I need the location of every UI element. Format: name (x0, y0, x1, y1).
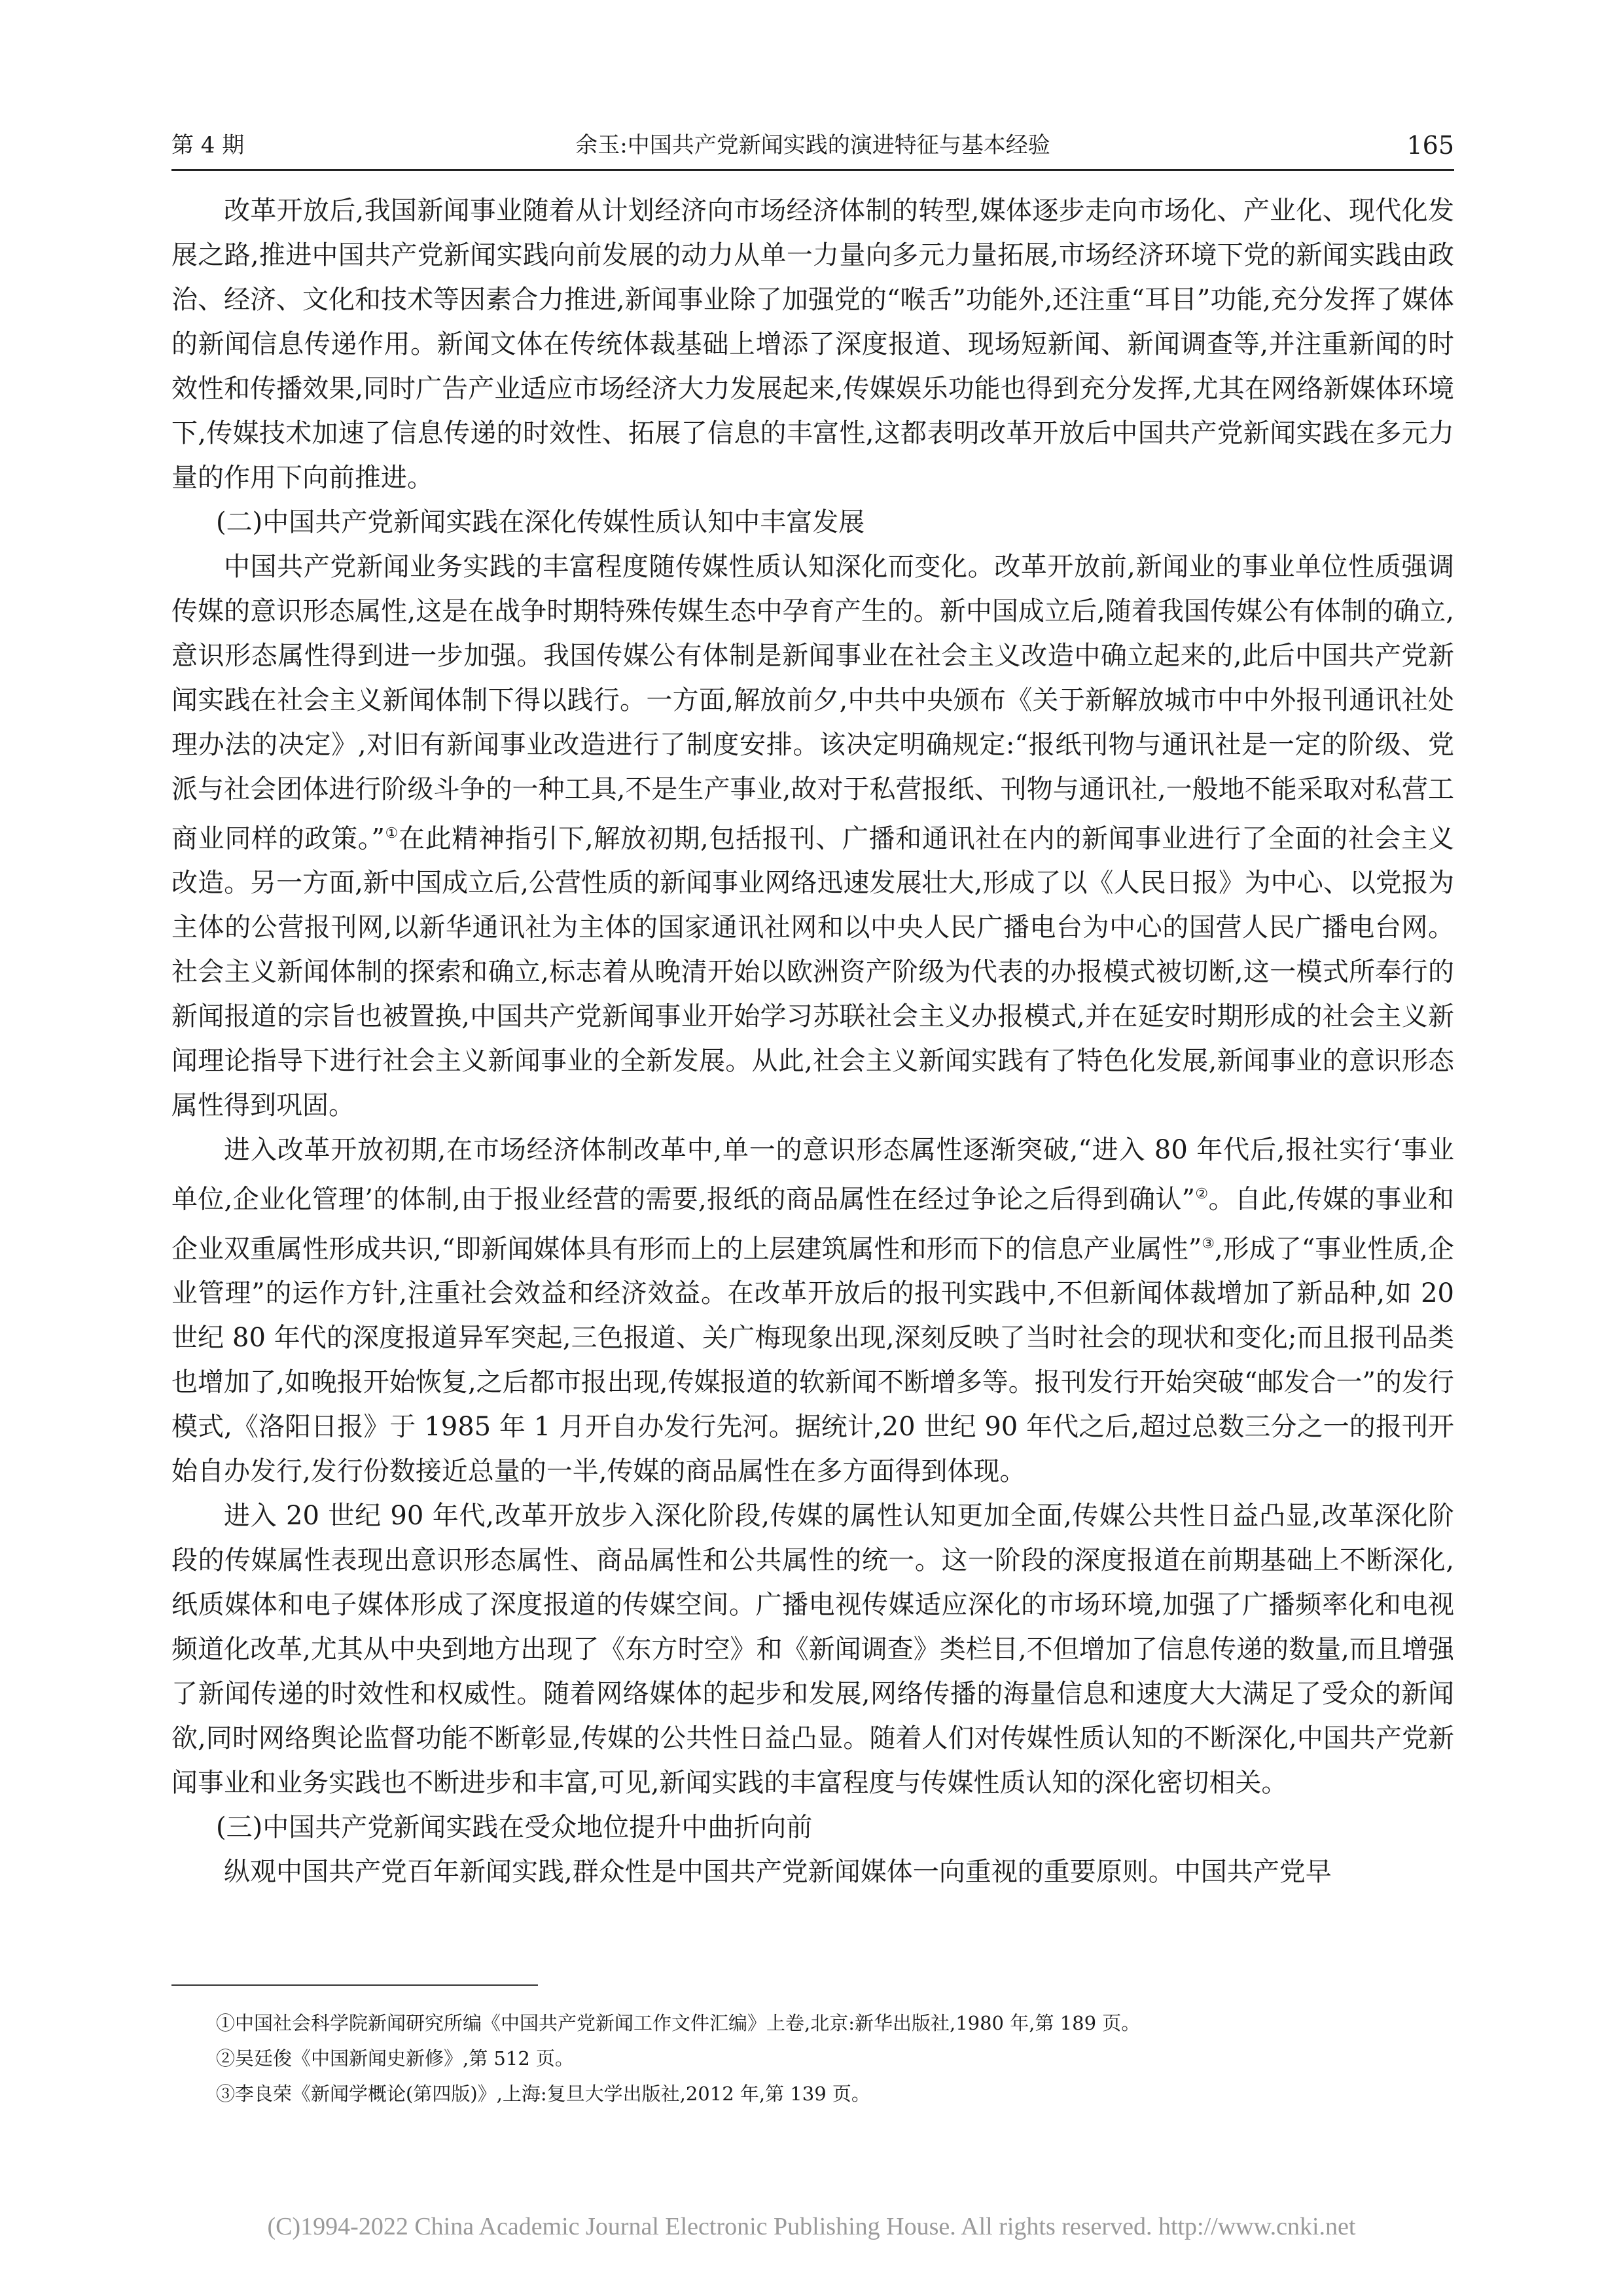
section-heading: (三)中国共产党新闻实践在受众地位提升中曲折向前 (216, 1812, 813, 1842)
paragraph-text: 。自此,传媒的事业和企业双重属性形成共识,“即新闻媒体具有形而上的上层建筑属性和形而下的信息产业属性” (171, 1184, 1454, 1264)
paragraph (171, 1128, 1454, 1494)
footnote-rule (171, 1984, 538, 1986)
paragraph-text: ,形成了“事业性质,企业管理”的运作方针,注重社会效益和经济效益。在改革开放后的报刊实践中,不但新闻体裁增加了新品种,如 20 世纪 80 年代的深度报道异军突起,三色报道、关广梅现象出现,深刻反映了当时社会的现状和变化;而且报刊品类也增加了,如晚报开始恢复,之后都市报出现,传媒报道的软新闻不断增多等。报刊发行开始突破“邮发合一”的发行模式,《洛阳日报》于 1985 年 1 月开自办发行先河。据统计,20 世纪 90 年代之后,超过总数三分之一的报刊开始自办发行,发行份数接近总量的一半,传媒的商品属性在多方面得到体现。 (171, 1233, 1454, 1486)
footnote-ref[interactable]: ③ (1202, 1235, 1215, 1252)
paragraph-text: 在此精神指引下,解放初期,包括报刊、广播和通讯社在内的新闻事业进行了全面的社会主义改造。另一方面,新中国成立后,公营性质的新闻事业网络迅速发展壮大,形成了以《人民日报》为中心、以党报为主体的公营报刊网,以新华通讯社为主体的国家通讯社网和以中央人民广播电台为中心的国营人民广播电台网。社会主义新闻体制的探索和确立,标志着从晚清开始以欧洲资产阶级为代表的办报模式被切断,这一模式所奉行的新闻报道的宗旨也被置换,中国共产党新闻事业开始学习苏联社会主义办报模式,并在延安时期形成的社会主义新闻理论指导下进行社会主义新闻事业的全新发展。从此,社会主义新闻实践有了特色化发展,新闻事业的意识形态属性得到巩固。 (171, 823, 1454, 1121)
paragraph (171, 545, 1454, 1128)
paragraph: 纵观中国共产党百年新闻实践,群众性是中国共产党新闻媒体一向重视的重要原则。中国共产党早 (224, 1856, 1332, 1887)
copyright-notice: (C)1994-2022 China Academic Journal Electronic Publishing House. All rights reserved. http://www.cnki.net (267, 2213, 1356, 2240)
article-body (171, 188, 1454, 1894)
footnote-ref[interactable]: ① (384, 825, 399, 842)
footnote: ①中国社会科学院新闻研究所编《中国共产党新闻工作文件汇编》上卷,北京:新华出版社,1980 年,第 189 页。 (216, 2012, 1141, 2034)
issue-number: 第 4 期 (171, 132, 245, 158)
running-header (171, 124, 1454, 166)
section-heading: (二)中国共产党新闻实践在深化传媒性质认知中丰富发展 (216, 507, 865, 537)
running-title: 余玉:中国共产党新闻实践的演进特征与基本经验 (575, 132, 1050, 158)
footnote-ref[interactable]: ② (1195, 1186, 1209, 1203)
footnote: ③李良荣《新闻学概论(第四版)》,上海:复旦大学出版社,2012 年,第 139 页。 (216, 2083, 870, 2105)
footnotes (216, 2005, 1453, 2111)
header-rule (171, 169, 1454, 171)
paragraph: 改革开放后,我国新闻事业随着从计划经济向市场经济体制的转型,媒体逐步走向市场化、产业化、现代化发展之路,推进中国共产党新闻实践向前发展的动力从单一力量向多元力量拓展,市场经济环境下党的新闻实践由政治、经济、文化和技术等因素合力推进,新闻事业除了加强党的“喉舌”功能外,还注重“耳目”功能,充分发挥了媒体的新闻信息传递作用。新闻文体在传统体裁基础上增添了深度报道、现场短新闻、新闻调查等,并注重新闻的时效性和传播效果,同时广告产业适应市场经济大力发展起来,传媒娱乐功能也得到充分发挥,尤其在网络新媒体环境下,传媒技术加速了信息传递的时效性、拓展了信息的丰富性,这都表明改革开放后中国共产党新闻实践在多元力量的作用下向前推进。 (171, 196, 1454, 493)
footnote: ②吴廷俊《中国新闻史新修》,第 512 页。 (216, 2047, 575, 2070)
page-number: 165 (1406, 131, 1454, 160)
paragraph-text: 进入改革开放初期,在市场经济体制改革中,单一的意识形态属性逐渐突破,“进入 80 年代后,报社实行‘事业单位,企业化管理’的体制,由于报业经营的需要,报纸的商品属性在经过争论之后得到确认” (171, 1135, 1454, 1215)
paragraph-text: 中国共产党新闻业务实践的丰富程度随传媒性质认知深化而变化。改革开放前,新闻业的事业单位性质强调传媒的意识形态属性,这是在战争时期特殊传媒生态中孕育产生的。新中国成立后,随着我国传媒公有体制的确立,意识形态属性得到进一步加强。我国传媒公有体制是新闻事业在社会主义改造中确立起来的,此后中国共产党新闻实践在社会主义新闻体制下得以践行。一方面,解放前夕,中共中央颁布《关于新解放城市中中外报刊通讯社处理办法的决定》,对旧有新闻事业改造进行了制度安排。该决定明确规定:“报纸刊物与通讯社是一定的阶级、党派与社会团体进行阶级斗争的一种工具,不是生产事业,故对于私营报纸、刊物与通讯社,一般地不能采取对私营工商业同样的政策。” (171, 552, 1454, 854)
paragraph: 进入 20 世纪 90 年代,改革开放步入深化阶段,传媒的属性认知更加全面,传媒公共性日益凸显,改革深化阶段的传媒属性表现出意识形态属性、商品属性和公共属性的统一。这一阶段的深度报道在前期基础上不断深化,纸质媒体和电子媒体形成了深度报道的传媒空间。广播电视传媒适应深化的市场环境,加强了广播频率化和电视频道化改革,尤其从中央到地方出现了《东方时空》和《新闻调查》类栏目,不但增加了信息传递的数量,而且增强了新闻传递的时效性和权威性。随着网络媒体的起步和发展,网络传播的海量信息和速度大大满足了受众的新闻欲,同时网络舆论监督功能不断彰显,传媒的公共性日益凸显。随着人们对传媒性质认知的不断深化,中国共产党新闻事业和业务实践也不断进步和丰富,可见,新闻实践的丰富程度与传媒性质认知的深化密切相关。 (171, 1500, 1454, 1798)
